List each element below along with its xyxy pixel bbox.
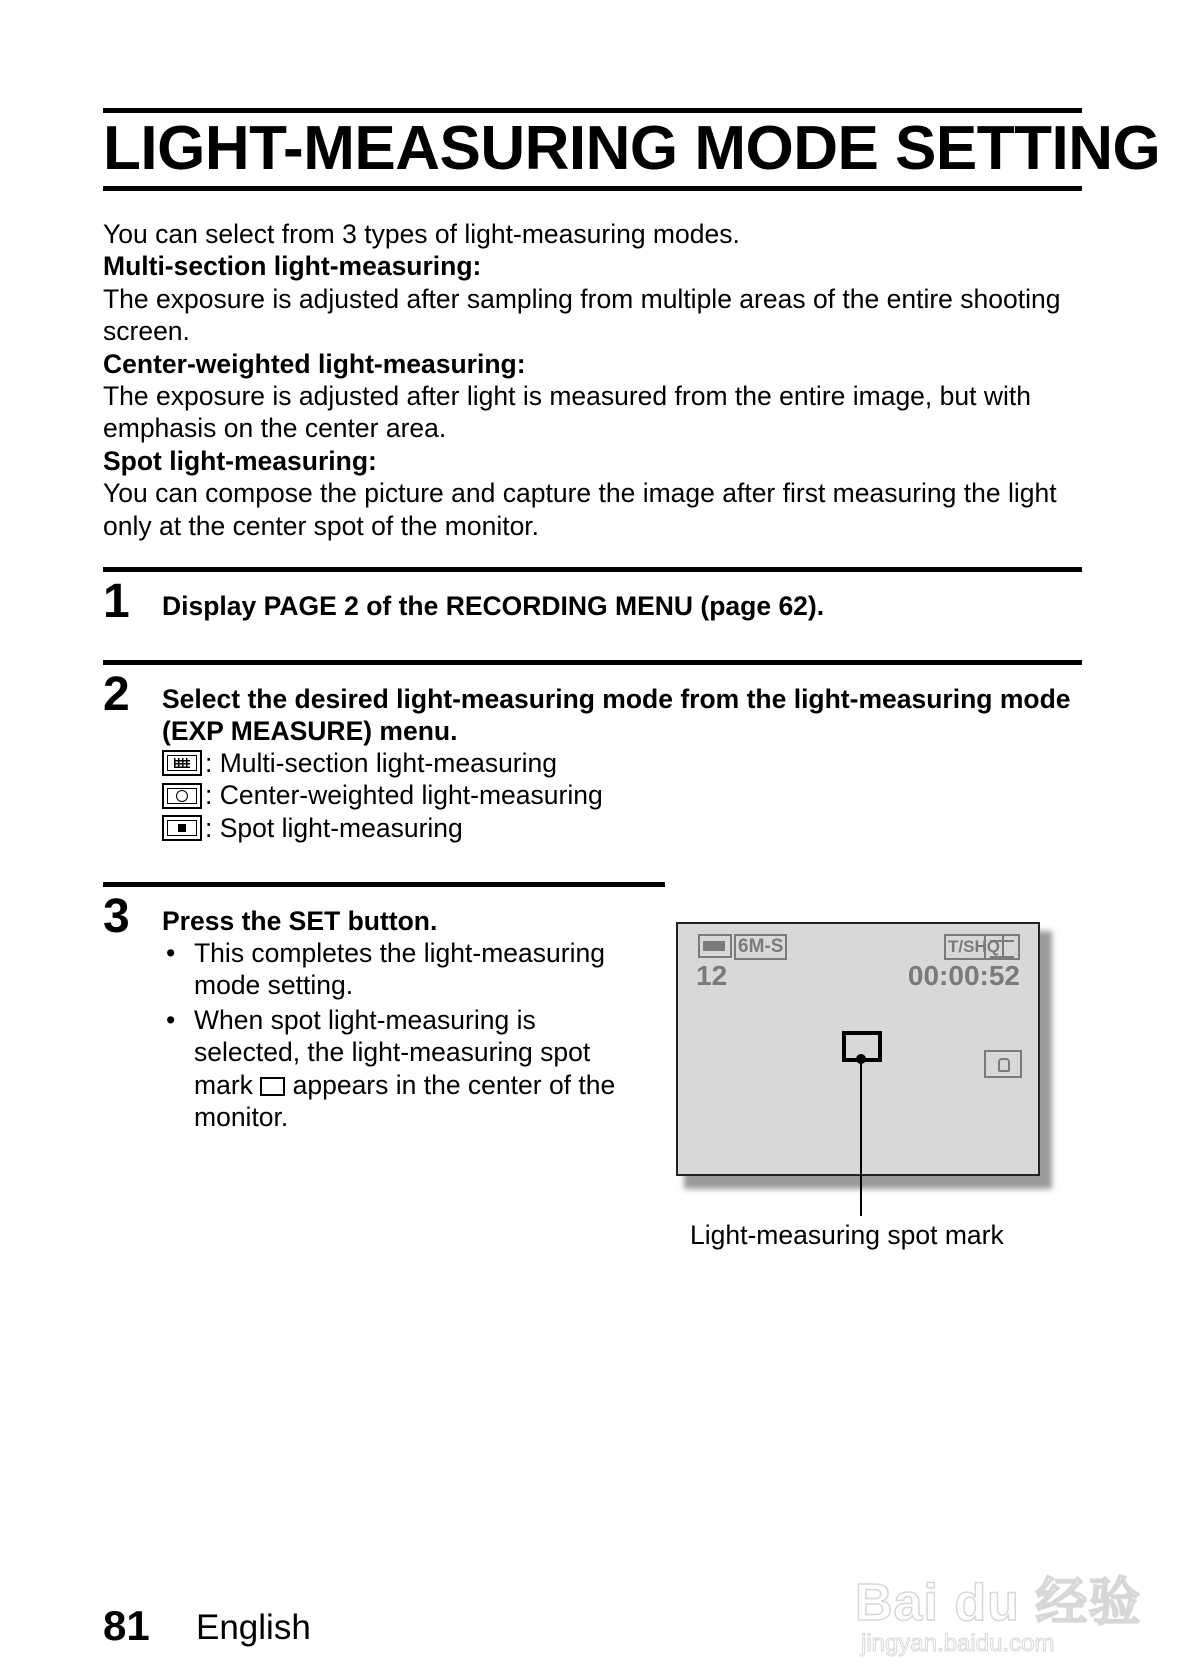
mode-option-center xyxy=(162,779,603,811)
resolution-badge: 6M-S xyxy=(734,934,787,960)
spot-mark-caption: Light-measuring spot mark xyxy=(690,1220,1004,1250)
mode-option-label: : Spot light-measuring xyxy=(205,812,463,843)
recording-time: 00:00:52 xyxy=(907,960,1020,991)
step1-number: 1 xyxy=(103,575,130,628)
callout-leader-dot xyxy=(856,1054,866,1064)
mode-text-spot: You can compose the picture and capture the image after first measuring the light only at the center spot of the monitor. xyxy=(103,478,1057,541)
center-weighted-icon xyxy=(162,783,202,809)
stabilizer-icon xyxy=(984,1050,1022,1078)
step3-bullets xyxy=(162,937,642,1133)
camera-monitor-illustration xyxy=(676,922,1040,1176)
mode-option-label: : Multi-section light-measuring xyxy=(205,748,557,778)
bullet-item xyxy=(162,937,642,1002)
intro-text: You can select from 3 types of light-measuring modes. xyxy=(103,219,740,249)
shots-remaining: 12 xyxy=(696,960,728,991)
step2-text: Select the desired light-measuring mode from the light-measuring mode (EXP MEASURE) menu. xyxy=(162,684,1071,747)
bullet-dot: • xyxy=(166,938,176,968)
film-icon xyxy=(984,934,1020,960)
page-title: LIGHT-MEASURING MODE SETTING xyxy=(103,114,1161,183)
spot-mark-icon xyxy=(260,1077,285,1096)
title-bottom-rule xyxy=(103,186,1082,191)
step2-number: 2 xyxy=(103,668,130,721)
step3-text: Press the SET button. xyxy=(162,906,438,936)
quality-badge: T/SHQ xyxy=(944,934,1004,960)
title-top-rule xyxy=(103,108,1082,113)
bullet-item xyxy=(162,1004,642,1134)
mode-text-center: The exposure is adjusted after light is measured from the entire image, but with emphasis on the center area. xyxy=(103,381,1031,444)
callout-leader-line xyxy=(860,1058,862,1216)
bullet-text: This completes the light-measuring mode setting. xyxy=(194,938,605,1001)
bullet-dot: • xyxy=(166,1004,176,1035)
mode-option-label: : Center-weighted light-measuring xyxy=(205,780,603,811)
baidu-watermark xyxy=(855,1530,1142,1657)
mode-text-multi: The exposure is adjusted after sampling from multiple areas of the entire shooting screen. xyxy=(103,283,1061,347)
bullet-text: When spot light-measuring is selected, the light-measuring spot mark appears in the center of the monitor. xyxy=(194,1004,616,1133)
step1-text: Display PAGE 2 of the RECORDING MENU (page 62). xyxy=(162,591,825,621)
multi-section-icon xyxy=(162,750,202,776)
mode-heading-center: Center-weighted light-measuring: xyxy=(103,348,526,379)
mode-option-multi xyxy=(162,747,603,779)
battery-icon xyxy=(698,934,732,958)
page-number: 81 xyxy=(103,1602,150,1649)
watermark-url: jingyan.baidu.com xyxy=(861,1630,1055,1657)
mode-heading-multi: Multi-section light-measuring: xyxy=(103,251,482,282)
mode-options-list xyxy=(162,747,603,844)
spot-icon xyxy=(162,815,202,841)
mode-option-spot xyxy=(162,812,603,844)
mode-heading-spot: Spot light-measuring: xyxy=(103,445,377,476)
step3-rule xyxy=(103,882,665,887)
intro-section xyxy=(103,218,1083,542)
page-language: English xyxy=(196,1608,311,1647)
step1-rule xyxy=(103,567,1082,572)
step2-rule xyxy=(103,660,1082,665)
watermark-text: Bai du 经验 xyxy=(855,1574,1142,1632)
step3-number: 3 xyxy=(103,890,130,943)
